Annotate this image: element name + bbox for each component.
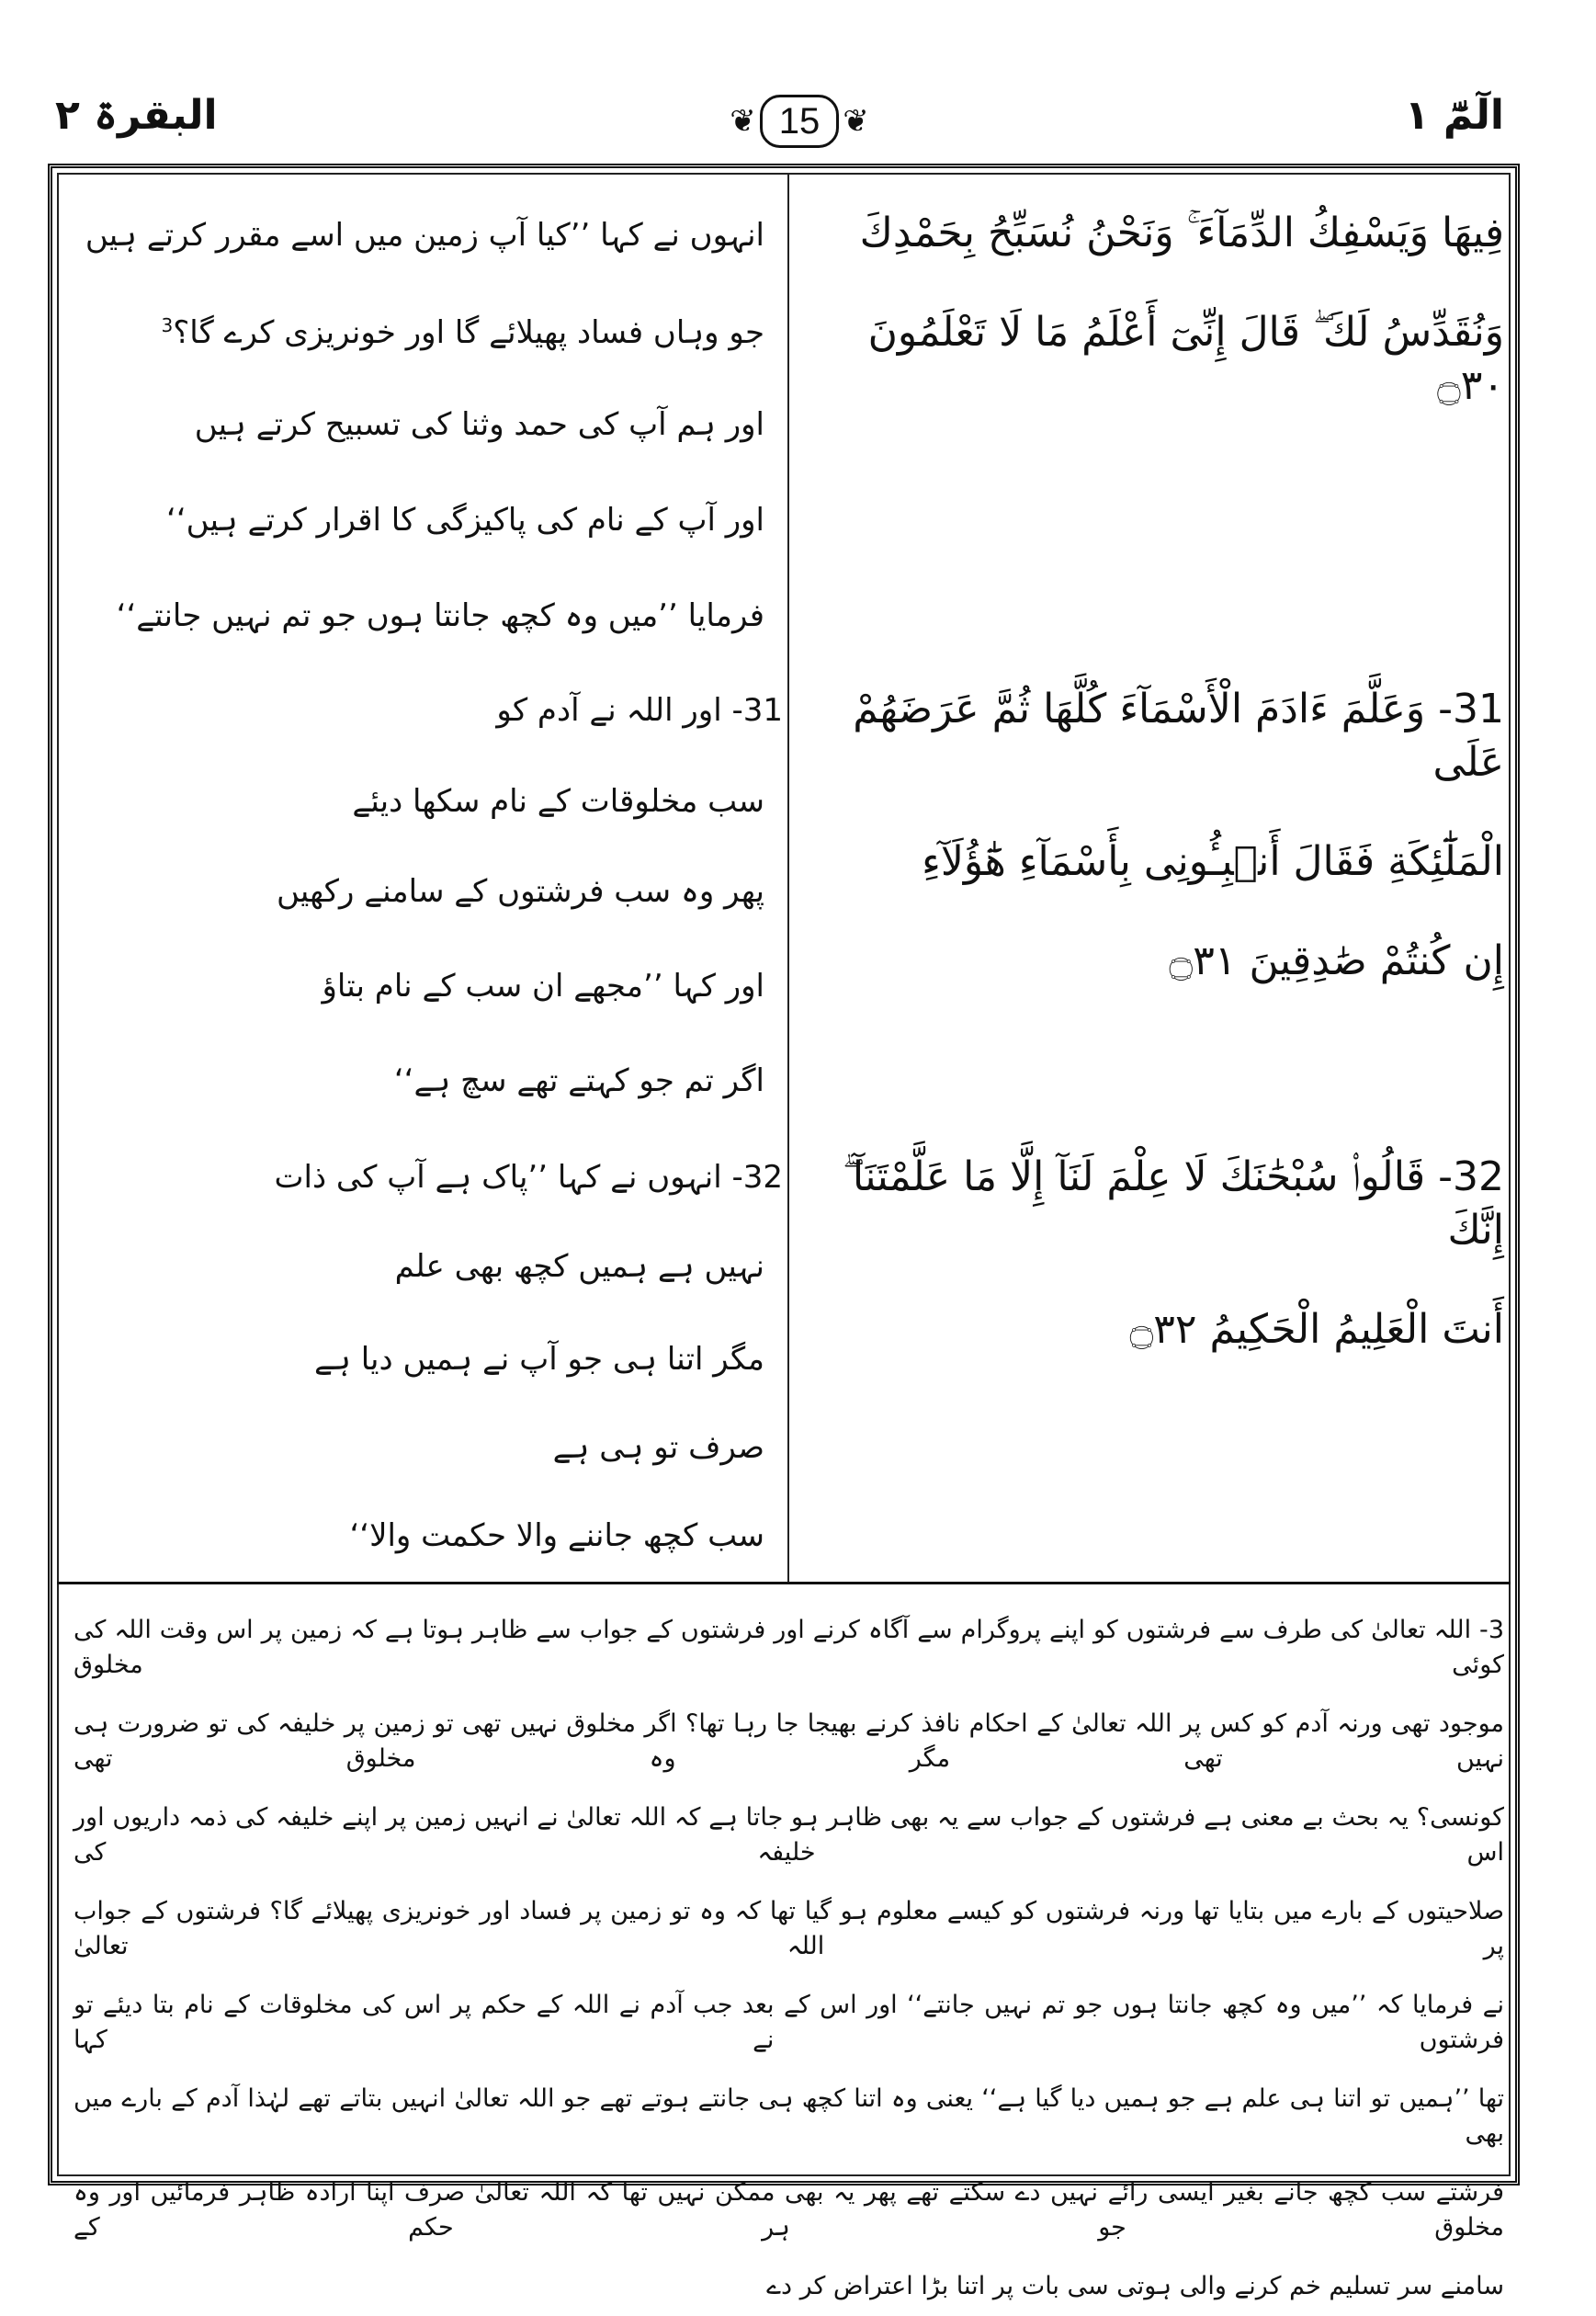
footnote-line: کونسی؟ یہ بحث بے معنی ہے فرشتوں کے جواب سے یہ بھی ظاہر ہو جاتا ہے کہ اللہ تعالیٰ نے انہیں زمین پر اپنے خلیفہ کی ذمہ داریوں اور اس خلیفہ کی (74, 1803, 1504, 1867)
urdu-line: صرف تو ہی ہے (552, 1429, 764, 1466)
verse-30-arabic (813, 207, 1504, 413)
arabic-line: 31- وَعَلَّمَ ءَادَمَ الْأَسْمَآءَ كُلَّهَا ثُمَّ عَرَضَهُمْ عَلَى (853, 686, 1504, 786)
footnote-reference[interactable]: 3 (161, 313, 174, 336)
surah-title: البقرۃ ٢ (55, 92, 218, 139)
footnote-line: صلاحیتوں کے بارے میں بتایا تھا ورنہ فرشتوں کو کیسے معلوم ہو گیا تھا کہ وہ تو زمین پر فساد اور خونریزی پھیلائے گا؟ فرشتوں کے جواب پر اللہ تعالیٰ (74, 1897, 1504, 1960)
urdu-line: 32- انہوں نے کہا ’’پاک ہے آپ کی ذات (274, 1159, 783, 1196)
urdu-line: مگر اتنا ہی جو آپ نے ہمیں دیا ہے (314, 1341, 764, 1378)
footnote-line: فرشتے سب کچھ جانے بغیر ایسی رائے نہیں دے سکتے تھے پھر یہ بھی ممکن نہیں تھا کہ اللہ تعالیٰ صرف اپنا ارادہ ظاہر فرمائیں اور وہ مخلوق جو ہر حکم کے (74, 2178, 1504, 2242)
footnote-divider (57, 1582, 1511, 1584)
urdu-line: سب مخلوقات کے نام سکھا دیئے (352, 783, 764, 820)
arabic-line: إِن كُنتُمْ صَٰدِقِينَ ۝٣١ (1169, 937, 1504, 984)
arabic-line: 32- قَالُوا۟ سُبْحَٰنَكَ لَا عِلْمَ لَنَآ إِلَّا مَا عَلَّمْتَنَآ ۖ إِنَّكَ (842, 1153, 1504, 1254)
footnote-line: تھا ’’ہمیں تو اتنا ہی علم ہے جو ہمیں دیا گیا ہے‘‘ یعنی وہ اتنا کچھ ہی جانتے ہوتے تھے جو اللہ تعالیٰ انہیں بتاتے تھے لہٰذا آدم کے بارے میں بھی (74, 2084, 1504, 2148)
footnote (74, 1601, 1504, 2316)
arabic-line: أَنتَ الْعَلِيمُ الْحَكِيمُ ۝٣٢ (1129, 1306, 1504, 1353)
urdu-line: اور آپ کے نام کی پاکیزگی کا اقرار کرتے ہیں‘‘ (166, 502, 764, 539)
verse-32-arabic (813, 1151, 1504, 1357)
urdu-line: فرمایا ’’میں وہ کچھ جانتا ہوں جو تم نہیں جانتے‘‘ (116, 597, 764, 634)
arabic-line: فِيهَا وَيَسْفِكُ الدِّمَآءَ ۚ وَنَحْنُ نُسَبِّحُ بِحَمْدِكَ (859, 210, 1504, 256)
urdu-line: انہوں نے کہا ’’کیا آپ زمین میں اسے مقرر کرتے ہیں (85, 217, 764, 254)
urdu-line-text: جو وہاں فساد پھیلائے گا اور خونریزی کرے گا؟ (173, 314, 764, 352)
ornament-left-icon: ❦ (730, 103, 756, 140)
urdu-line: اور ہم آپ کی حمد وثنا کی تسبیح کرتے ہیں (194, 406, 764, 443)
ornament-right-icon: ❦ (843, 103, 869, 140)
urdu-line: نہیں ہے ہمیں کچھ بھی علم (394, 1248, 764, 1285)
arabic-line: وَنُقَدِّسُ لَكَ ۖ قَالَ إِنِّىٓ أَعْلَمُ مَا لَا تَعْلَمُونَ ۝٣٠ (867, 309, 1504, 409)
footnote-line: 3- اللہ تعالیٰ کی طرف سے فرشتوں کو اپنے پروگرام سے آگاہ کرنے اور فرشتوں کے جواب سے ظاہر ہوتا ہے کہ زمین پر اس وقت اللہ کی کوئی مخلوق (74, 1616, 1504, 1679)
column-divider (787, 173, 789, 1582)
verse-31-arabic (813, 683, 1504, 988)
page-number: 15 (760, 95, 840, 148)
footnote-line: سامنے سر تسلیم خم کرنے والی ہوتی سی بات پر اتنا بڑا اعتراض کر دے (766, 2272, 1504, 2300)
urdu-line: اگر تم جو کہتے تھے سچ ہے‘‘ (393, 1062, 764, 1099)
urdu-line: سب کچھ جاننے والا حکمت والا‘‘ (349, 1517, 764, 1554)
footnote-line: نے فرمایا کہ ’’میں وہ کچھ جانتا ہوں جو تم نہیں جانتے‘‘ اور اس کے بعد جب آدم نے اللہ کے حکم پر اس کی مخلوقات کے نام بتا دیئے تو فرشتوں نے کہا (74, 1991, 1504, 2054)
footnote-line: موجود تھی ورنہ آدم کو کس پر اللہ تعالیٰ کے احکام نافذ کرنے بھیجا جا رہا تھا؟ اگر مخلوق نہیں تھی تو زمین پر خلیفہ کی تو ضرورت ہی نہیں تھی مگر وہ مخلوق تھی (74, 1709, 1504, 1773)
urdu-line: 31- اور اللہ نے آدم کو (496, 692, 783, 729)
urdu-line: اور کہا ’’مجھے ان سب کے نام بتاؤ (322, 968, 764, 1005)
urdu-line: پھر وہ سب فرشتوں کے سامنے رکھیں (276, 873, 764, 910)
urdu-line (72, 306, 764, 352)
page-number-ornament (726, 90, 873, 153)
arabic-line: الْمَلَٰٓئِكَةِ فَقَالَ أَنۢبِـُٔونِى بِأَسْمَآءِ هَٰٓؤُلَآءِ (922, 838, 1504, 885)
juz-title: الٓمّٓ ١ (1404, 92, 1504, 139)
